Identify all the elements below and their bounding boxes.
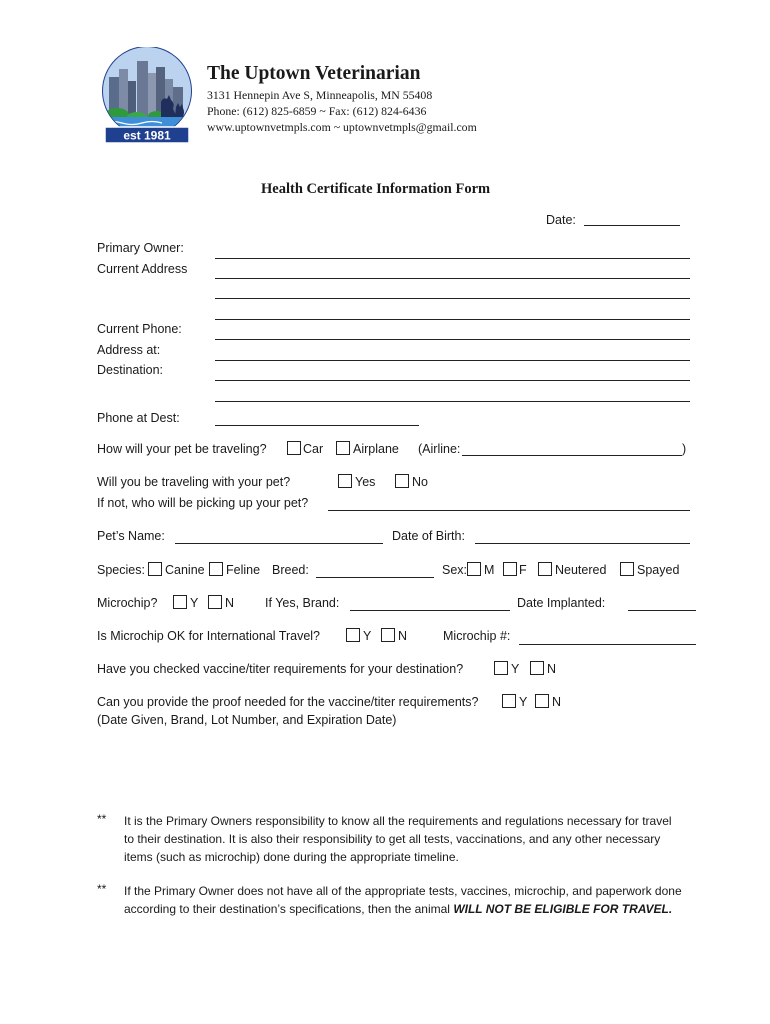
microchip-y-checkbox[interactable] xyxy=(173,595,187,609)
airline-field[interactable] xyxy=(462,455,682,456)
breed-field[interactable] xyxy=(316,577,434,578)
international-y-checkbox[interactable] xyxy=(346,628,360,642)
note-2-text xyxy=(124,882,684,918)
vaccine-checked-question: Have you checked vaccine/titer requirements for your destination? xyxy=(97,662,464,676)
phone-at-dest-label: Phone at Dest: xyxy=(97,411,180,425)
feline-checkbox[interactable] xyxy=(209,562,223,576)
proof-n-label: N xyxy=(552,695,562,709)
microchip-y-label: Y xyxy=(190,596,199,610)
breed-label: Breed: xyxy=(272,563,309,577)
spayed-checkbox[interactable] xyxy=(620,562,634,576)
dob-label: Date of Birth: xyxy=(392,529,465,543)
microchip-number-field[interactable] xyxy=(519,644,696,645)
city-skyline-logo-icon xyxy=(97,47,197,145)
current-address-label: Current Address xyxy=(97,262,188,276)
sex-f-checkbox[interactable] xyxy=(503,562,517,576)
note-1-mark: ** xyxy=(97,812,107,826)
clinic-website-email: www.uptownvetmpls.com ~ uptownvetmpls@gmail.com xyxy=(207,120,477,134)
vaccine-checked-n-label: N xyxy=(547,662,557,676)
pets-name-label: Pet’s Name: xyxy=(97,529,165,543)
microchip-number-label: Microchip #: xyxy=(443,629,511,643)
airline-close-paren: ) xyxy=(682,442,687,456)
canine-checkbox[interactable] xyxy=(148,562,162,576)
feline-label: Feline xyxy=(226,563,261,577)
neutered-label: Neutered xyxy=(555,563,607,577)
note-2-emphasis: WILL NOT BE ELIGIBLE FOR TRAVEL. xyxy=(453,902,673,916)
vaccine-checked-y-label: Y xyxy=(511,662,520,676)
date-field[interactable] xyxy=(584,225,680,226)
picking-up-question: If not, who will be picking up your pet? xyxy=(97,496,309,510)
car-label: Car xyxy=(303,442,324,456)
sex-m-label: M xyxy=(484,563,495,577)
clinic-name: The Uptown Veterinarian xyxy=(207,63,421,84)
microchip-label: Microchip? xyxy=(97,596,158,610)
clinic-logo xyxy=(97,47,197,145)
vaccine-checked-n-checkbox[interactable] xyxy=(530,661,544,675)
sex-label: Sex: xyxy=(442,563,468,577)
destination-address-line-1[interactable] xyxy=(215,360,690,361)
sex-f-label: F xyxy=(519,563,527,577)
picking-up-field[interactable] xyxy=(328,510,690,511)
brand-label: If Yes, Brand: xyxy=(265,596,340,610)
proof-question: Can you provide the proof needed for the vaccine/titer requirements? xyxy=(97,695,479,709)
canine-label: Canine xyxy=(165,563,205,577)
current-phone-field[interactable] xyxy=(215,339,690,340)
microchip-n-checkbox[interactable] xyxy=(208,595,222,609)
proof-detail: (Date Given, Brand, Lot Number, and Expiration Date) xyxy=(97,713,397,727)
form-title: Health Certificate Information Form xyxy=(261,181,491,197)
current-address-line-1[interactable] xyxy=(215,278,690,279)
traveling-with-yes-label: Yes xyxy=(355,475,376,489)
traveling-with-no-checkbox[interactable] xyxy=(395,474,409,488)
destination-label: Destination: xyxy=(97,363,164,377)
international-question: Is Microchip OK for International Travel? xyxy=(97,629,321,643)
phone-at-dest-field[interactable] xyxy=(215,425,419,426)
car-checkbox[interactable] xyxy=(287,441,301,455)
current-phone-label: Current Phone: xyxy=(97,322,182,336)
sex-m-checkbox[interactable] xyxy=(467,562,481,576)
note-2-body: If the Primary Owner does not have all of the appropriate tests, vaccines, microchip, and paperwork done according to their destination’s specifications, then the animal xyxy=(124,884,682,916)
current-address-line-2[interactable] xyxy=(215,298,690,299)
clinic-phone-fax: Phone: (612) 825-6859 ~ Fax: (612) 824-6436 xyxy=(207,104,427,118)
current-address-line-3[interactable] xyxy=(215,319,690,320)
date-label: Date: xyxy=(546,213,576,227)
traveling-with-question: Will you be traveling with your pet? xyxy=(97,475,291,489)
traveling-with-no-label: No xyxy=(412,475,428,489)
date-implanted-label: Date Implanted: xyxy=(517,596,606,610)
note-2-mark: ** xyxy=(97,882,107,896)
international-y-label: Y xyxy=(363,629,372,643)
destination-address-line-2[interactable] xyxy=(215,380,690,381)
international-n-label: N xyxy=(398,629,408,643)
primary-owner-label: Primary Owner: xyxy=(97,241,184,255)
date-implanted-field[interactable] xyxy=(628,610,696,611)
logo-est-text: est 1981 xyxy=(123,128,171,143)
address-at-label: Address at: xyxy=(97,343,161,357)
destination-address-line-3[interactable] xyxy=(215,401,690,402)
clinic-address: 3131 Hennepin Ave S, Minneapolis, MN 55408 xyxy=(207,88,433,102)
primary-owner-field[interactable] xyxy=(215,258,690,259)
note-1-text: It is the Primary Owners responsibility to know all the requirements and regulations necessary for travel to their destination. It is also their responsibility to get all tests, vaccinations, and any other necessary items (such as microchip) done during the appropriate timeline. xyxy=(124,814,672,864)
species-label: Species: xyxy=(97,563,145,577)
airplane-checkbox[interactable] xyxy=(336,441,350,455)
pets-name-field[interactable] xyxy=(175,543,383,544)
proof-n-checkbox[interactable] xyxy=(535,694,549,708)
vaccine-checked-y-checkbox[interactable] xyxy=(494,661,508,675)
international-n-checkbox[interactable] xyxy=(381,628,395,642)
dob-field[interactable] xyxy=(475,543,690,544)
brand-field[interactable] xyxy=(350,610,510,611)
proof-y-checkbox[interactable] xyxy=(502,694,516,708)
microchip-n-label: N xyxy=(225,596,235,610)
airline-label: (Airline: xyxy=(418,442,461,456)
airplane-label: Airplane xyxy=(353,442,399,456)
spayed-label: Spayed xyxy=(637,563,680,577)
traveling-with-yes-checkbox[interactable] xyxy=(338,474,352,488)
neutered-checkbox[interactable] xyxy=(538,562,552,576)
proof-y-label: Y xyxy=(519,695,528,709)
traveling-question: How will your pet be traveling? xyxy=(97,442,267,456)
